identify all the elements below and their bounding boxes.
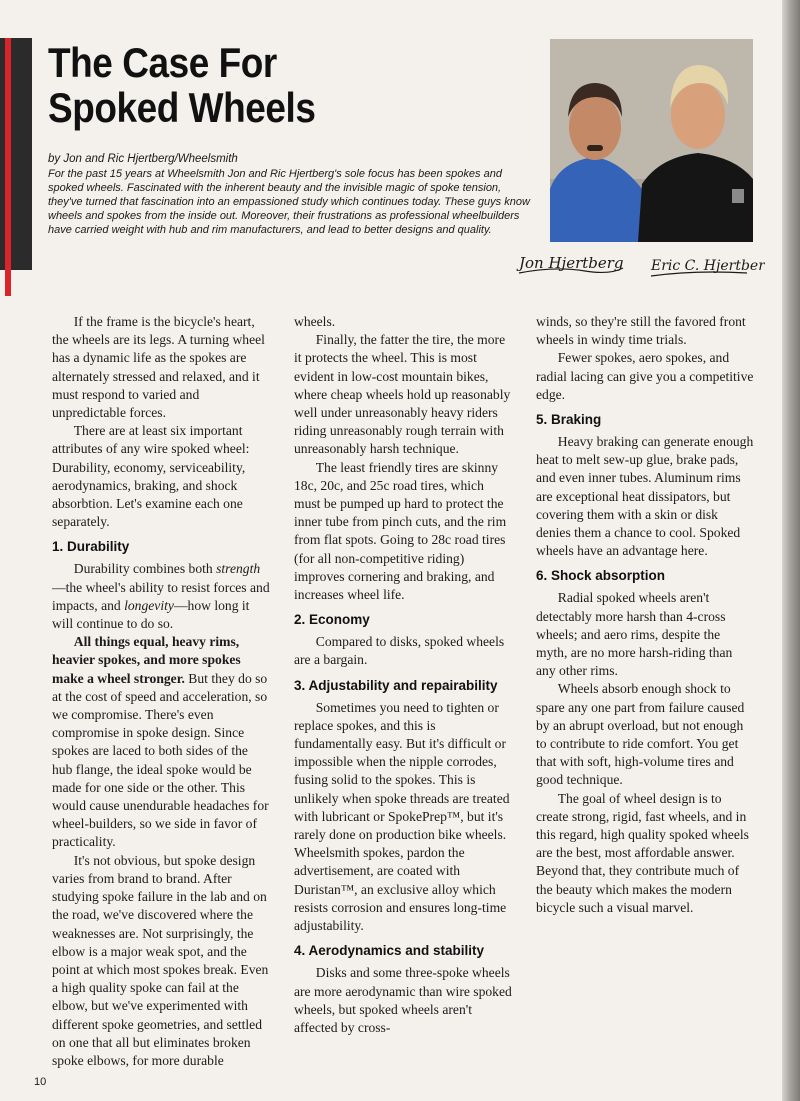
paragraph: Durability combines both strength—the wheel's ability to resist forces and impacts, and longevity—how long it will continue to do so. xyxy=(52,561,270,632)
paragraph: The least friendly tires are skinny 18c, 20c, and 25c road tires, which must be pumped up hard to protect the inner tube from pinch cuts, and the rim from flat spots. Going to 28c road tires (for all non-competitive riding) improves cornering and braking, and increases wheel life. xyxy=(294,459,507,603)
article-column-2 xyxy=(294,313,512,1037)
paragraph: There are at least six important attributes of any wire spoked wheel: Durability, economy, serviceability, aerodynamics, braking, and shock absorbtion. Let's examine each one separately. xyxy=(52,423,250,530)
bold-statement: All things equal, heavy rims, heavier spokes, and more spokes make a wheel stronger. xyxy=(52,634,241,686)
paragraph: All things equal, heavy rims, heavier spokes, and more spokes make a wheel stronger. But they do so at the cost of speed and acceleration, so we compromise. There's even compromise in spoke design. Since spokes are laced to both sides of the hub flange, the ideal spoke would be made for one side or the other. This would cause unendurable headaches for wheel-builders, so we side in favor of practicality. xyxy=(52,634,269,850)
paragraph: Heavy braking can generate enough heat to melt sew-up glue, brake pads, and even inner tubes. Aluminum rims are exceptional heat dissipators, but covering them with a skin or disk denies them a chance to cool. Spoked wheels have an advantage here. xyxy=(536,434,754,559)
page-number: 10 xyxy=(34,1076,47,1088)
section-heading-aerodynamics: 4. Aerodynamics and stability xyxy=(294,943,485,959)
section-heading-adjustability: 3. Adjustability and repairability xyxy=(294,677,498,693)
paragraph: Wheels absorb enough shock to spare any one part from failure caused by an abrupt overload, but not enough to contribute to ride comfort. You get that with soft, high-volume tires and good technique. xyxy=(536,681,745,788)
paragraph: Finally, the fatter the tire, the more it protects the wheel. This is most evident in low-cost mountain bikes, where cheap wheels hold up reasonably well under unreasonably heavy riders riding unreasonably rough terrain with unreasonably harsh technique. xyxy=(294,332,511,457)
svg-text:Jon Hjertberg: Jon Hjertberg xyxy=(519,254,624,272)
article-title xyxy=(48,40,453,130)
paragraph: Disks and some three-spoke wheels are more aerodynamic than wire spoked wheels, but spoked wheels aren't affected by cross- xyxy=(294,965,512,1035)
paragraph: Compared to disks, spoked wheels are a bargain. xyxy=(294,634,505,668)
author-photo xyxy=(550,39,753,242)
article-column-1 xyxy=(52,313,270,1070)
svg-text:Eric C. Hjertberg: Eric C. Hjertberg xyxy=(651,258,765,274)
paragraph: winds, so they're still the favored front wheels in windy time trials. xyxy=(536,314,746,348)
paragraph: Radial spoked wheels aren't detectably more harsh than 4-cross wheels; and aero rims, despite the myth, are no more harsh-riding than any other rims. xyxy=(536,590,733,679)
author-photo-illustration xyxy=(550,39,753,242)
section-heading-braking: 5. Braking xyxy=(536,412,602,428)
title-line-1: The Case For xyxy=(48,39,277,86)
paragraph: If the frame is the bicycle's heart, the wheels are its legs. A turning wheel has a dynamic life as the spokes are alternately stressed and relaxed, and it must respond to varied and unpredictable forces. xyxy=(52,314,265,421)
section-heading-durability: 1. Durability xyxy=(52,539,130,555)
page-binding-edge xyxy=(782,0,800,1101)
byline: by Jon and Ric Hjertberg/Wheelsmith xyxy=(48,153,238,165)
signature-ric xyxy=(650,258,765,276)
paragraph: The goal of wheel design is to create strong, rigid, fast wheels, and in this regard, high quality spoked wheels are the best, most affordable answer. Beyond that, they contribute much of the beauty which makes the modern bicycle such a visual marvel. xyxy=(536,790,749,915)
title-line-2: Spoked Wheels xyxy=(48,84,316,131)
paragraph: Sometimes you need to tighten or replace spokes, and this is fundamentally easy. But it's difficult or impossible when the nipple corrodes, fusing solid to the spokes. This is unlikely when spoke threads are treated with lubricant or SpokePrep™, but it's rarely done on production bike wheels. Wheelsmith spokes, pardon the advertisement, are coated with Duristan™, an exclusive alloy which resists corrosion and ensures long-time adjustability. xyxy=(294,699,510,934)
intro-text: For the past 15 years at Wheelsmith Jon and Ric Hjertberg's sole focus has been spokes and spoked wheels. Fascinated with the inherent beauty and the invisible magic of spoke tension, they've turned that fascination into an empassioned study which continues today. These guys know wheels and spokes from the inside out. Moreover, their frustrations as professional wheelbuilders have carried weight with hub and rim manufacturers, and lead to better designs and quality. xyxy=(48,168,530,236)
section-heading-economy: 2. Economy xyxy=(294,612,370,628)
paragraph: It's not obvious, but spoke design varies from brand to brand. After studying spoke failure in the lab and on the road, we've discovered where the weaknesses are. Not surprisingly, the elbow is a major weak spot, and the point at which most spokes break. Even a high quality spoke can fail at the elbow, but we've experimented with different spoke geometries, and settled on one that all but eliminates broken spoke elbows, for more durable xyxy=(52,852,269,1068)
article-column-3 xyxy=(536,313,754,917)
signature-jon xyxy=(516,254,624,273)
header-red-stripe xyxy=(5,38,11,296)
paragraph: wheels. xyxy=(294,314,336,329)
paragraph: Fewer spokes, aero spokes, and radial lacing can give you a competitive edge. xyxy=(536,350,754,402)
author-signatures xyxy=(515,240,765,293)
section-heading-shock-absorption: 6. Shock absorption xyxy=(536,568,666,584)
